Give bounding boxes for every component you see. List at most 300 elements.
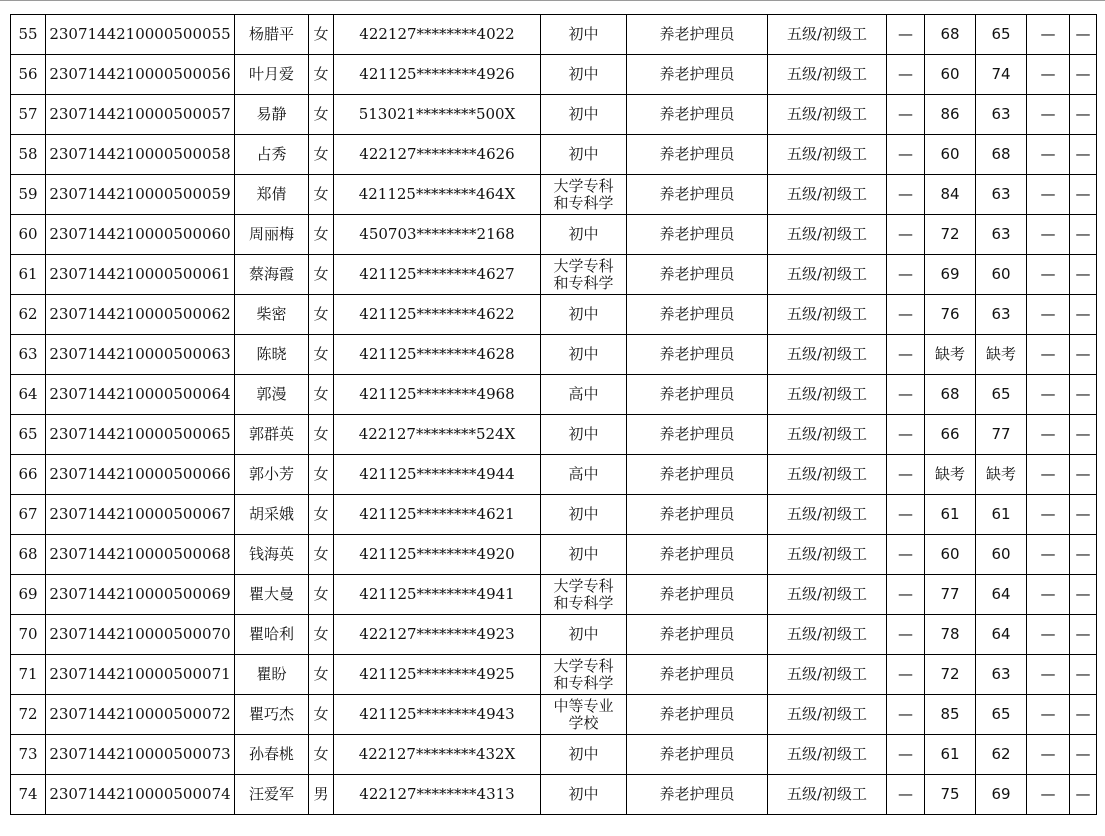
cell-col-a: —: [887, 775, 925, 815]
education-line: 大学专科: [553, 176, 614, 195]
cell-sex: 女: [309, 135, 334, 175]
cell-score-skill: 缺考: [976, 335, 1027, 375]
cell-level: 五级/初级工: [768, 95, 887, 135]
cell-score-skill: 60: [976, 535, 1027, 575]
cell-score-theory: 72: [925, 655, 976, 695]
cell-education: [541, 575, 627, 615]
cell-ticket-no: 2307144210000500055: [46, 15, 235, 55]
cell-score-skill: 65: [976, 375, 1027, 415]
cell-name: 叶月爱: [235, 55, 309, 95]
cell-id-number: 421125********4628: [334, 335, 541, 375]
cell-seq-no: 58: [11, 135, 46, 175]
education-line: 大学专科: [553, 576, 614, 595]
cell-id-number: 421125********4622: [334, 295, 541, 335]
cell-score-skill: 69: [976, 775, 1027, 815]
cell-level: 五级/初级工: [768, 55, 887, 95]
cell-col-b: —: [1027, 775, 1070, 815]
cell-seq-no: 63: [11, 335, 46, 375]
cell-col-a: —: [887, 415, 925, 455]
cell-col-b: —: [1027, 135, 1070, 175]
education-line: 高中: [568, 465, 599, 483]
cell-occupation: 养老护理员: [627, 55, 768, 95]
cell-col-c: —: [1070, 175, 1097, 215]
results-table-body: [11, 15, 1097, 815]
cell-col-b: —: [1027, 175, 1070, 215]
cell-col-c: —: [1070, 375, 1097, 415]
cell-seq-no: 73: [11, 735, 46, 775]
table-row: [11, 775, 1097, 815]
cell-name: 瞿大曼: [235, 575, 309, 615]
cell-education: [541, 55, 627, 95]
education-line: 初中: [568, 505, 599, 523]
cell-sex: 女: [309, 55, 334, 95]
cell-col-b: —: [1027, 335, 1070, 375]
cell-name: 陈晓: [235, 335, 309, 375]
cell-score-theory: 75: [925, 775, 976, 815]
education-line: 初中: [568, 745, 599, 763]
cell-score-skill: 64: [976, 575, 1027, 615]
education-line: 初中: [568, 785, 599, 803]
cell-level: 五级/初级工: [768, 295, 887, 335]
cell-name: 周丽梅: [235, 215, 309, 255]
cell-name: 郭小芳: [235, 455, 309, 495]
education-line: 初中: [568, 345, 599, 363]
cell-col-c: —: [1070, 615, 1097, 655]
cell-ticket-no: 2307144210000500062: [46, 295, 235, 335]
cell-ticket-no: 2307144210000500065: [46, 415, 235, 455]
cell-occupation: 养老护理员: [627, 775, 768, 815]
cell-ticket-no: 2307144210000500066: [46, 455, 235, 495]
cell-seq-no: 60: [11, 215, 46, 255]
cell-occupation: 养老护理员: [627, 455, 768, 495]
education-line: 初中: [568, 65, 599, 83]
education-line: 大学专科: [553, 256, 614, 275]
cell-seq-no: 71: [11, 655, 46, 695]
education-line: 大学专科: [553, 656, 614, 675]
cell-col-a: —: [887, 335, 925, 375]
cell-score-theory: 86: [925, 95, 976, 135]
cell-col-c: —: [1070, 415, 1097, 455]
cell-col-a: —: [887, 95, 925, 135]
cell-id-number: 422127********4313: [334, 775, 541, 815]
cell-occupation: 养老护理员: [627, 95, 768, 135]
cell-col-a: —: [887, 655, 925, 695]
cell-col-a: —: [887, 615, 925, 655]
cell-id-number: 421125********4926: [334, 55, 541, 95]
cell-col-a: —: [887, 695, 925, 735]
table-row: [11, 735, 1097, 775]
cell-seq-no: 65: [11, 415, 46, 455]
cell-occupation: 养老护理员: [627, 735, 768, 775]
cell-occupation: 养老护理员: [627, 535, 768, 575]
cell-ticket-no: 2307144210000500060: [46, 215, 235, 255]
cell-name: 钱海英: [235, 535, 309, 575]
cell-col-c: —: [1070, 575, 1097, 615]
education-line: 初中: [568, 145, 599, 163]
cell-col-c: —: [1070, 495, 1097, 535]
cell-sex: 女: [309, 95, 334, 135]
cell-id-number: 422127********4626: [334, 135, 541, 175]
cell-col-a: —: [887, 735, 925, 775]
cell-seq-no: 74: [11, 775, 46, 815]
table-row: [11, 55, 1097, 95]
cell-name: 郑倩: [235, 175, 309, 215]
cell-name: 瞿巧杰: [235, 695, 309, 735]
cell-level: 五级/初级工: [768, 495, 887, 535]
education-line: 和专科学: [553, 273, 614, 292]
cell-id-number: 421125********4621: [334, 495, 541, 535]
cell-score-skill: 77: [976, 415, 1027, 455]
cell-col-b: —: [1027, 695, 1070, 735]
cell-level: 五级/初级工: [768, 215, 887, 255]
cell-sex: 女: [309, 175, 334, 215]
cell-sex: 女: [309, 495, 334, 535]
cell-level: 五级/初级工: [768, 455, 887, 495]
cell-score-theory: 缺考: [925, 335, 976, 375]
cell-seq-no: 64: [11, 375, 46, 415]
table-row: [11, 175, 1097, 215]
cell-education: [541, 215, 627, 255]
cell-ticket-no: 2307144210000500069: [46, 575, 235, 615]
cell-occupation: 养老护理员: [627, 615, 768, 655]
cell-col-c: —: [1070, 135, 1097, 175]
education-line: 初中: [568, 225, 599, 243]
cell-ticket-no: 2307144210000500064: [46, 375, 235, 415]
table-row: [11, 695, 1097, 735]
cell-id-number: 421125********4925: [334, 655, 541, 695]
table-row: [11, 495, 1097, 535]
cell-score-theory: 60: [925, 135, 976, 175]
cell-col-a: —: [887, 495, 925, 535]
cell-level: 五级/初级工: [768, 15, 887, 55]
cell-education: [541, 255, 627, 295]
cell-id-number: 421125********4941: [334, 575, 541, 615]
cell-score-theory: 68: [925, 375, 976, 415]
cell-level: 五级/初级工: [768, 535, 887, 575]
cell-col-a: —: [887, 535, 925, 575]
cell-id-number: 421125********464X: [334, 175, 541, 215]
cell-ticket-no: 2307144210000500057: [46, 95, 235, 135]
cell-education: [541, 495, 627, 535]
cell-col-b: —: [1027, 455, 1070, 495]
table-row: [11, 375, 1097, 415]
cell-score-skill: 63: [976, 295, 1027, 335]
cell-col-a: —: [887, 175, 925, 215]
cell-seq-no: 67: [11, 495, 46, 535]
cell-ticket-no: 2307144210000500071: [46, 655, 235, 695]
table-row: [11, 135, 1097, 175]
cell-col-c: —: [1070, 255, 1097, 295]
table-row: [11, 95, 1097, 135]
cell-col-a: —: [887, 55, 925, 95]
cell-seq-no: 66: [11, 455, 46, 495]
cell-level: 五级/初级工: [768, 135, 887, 175]
cell-level: 五级/初级工: [768, 575, 887, 615]
cell-education: [541, 175, 627, 215]
cell-occupation: 养老护理员: [627, 255, 768, 295]
cell-sex: 男: [309, 775, 334, 815]
cell-id-number: 450703********2168: [334, 215, 541, 255]
cell-score-skill: 61: [976, 495, 1027, 535]
cell-score-skill: 63: [976, 175, 1027, 215]
results-table: [10, 14, 1097, 815]
cell-education: [541, 295, 627, 335]
cell-education: [541, 455, 627, 495]
cell-id-number: 421125********4920: [334, 535, 541, 575]
cell-col-c: —: [1070, 655, 1097, 695]
cell-id-number: 422127********4022: [334, 15, 541, 55]
cell-score-theory: 77: [925, 575, 976, 615]
cell-col-b: —: [1027, 535, 1070, 575]
cell-sex: 女: [309, 15, 334, 55]
cell-name: 蔡海霞: [235, 255, 309, 295]
table-row: [11, 295, 1097, 335]
cell-level: 五级/初级工: [768, 335, 887, 375]
cell-col-c: —: [1070, 215, 1097, 255]
cell-col-b: —: [1027, 15, 1070, 55]
cell-col-b: —: [1027, 55, 1070, 95]
table-row: [11, 15, 1097, 55]
cell-seq-no: 72: [11, 695, 46, 735]
cell-level: 五级/初级工: [768, 655, 887, 695]
cell-col-c: —: [1070, 335, 1097, 375]
cell-sex: 女: [309, 255, 334, 295]
cell-sex: 女: [309, 655, 334, 695]
cell-name: 瞿盼: [235, 655, 309, 695]
education-line: 初中: [568, 625, 599, 643]
education-line: 中等专业: [553, 696, 614, 715]
cell-col-c: —: [1070, 695, 1097, 735]
cell-col-a: —: [887, 135, 925, 175]
cell-score-skill: 64: [976, 615, 1027, 655]
cell-occupation: 养老护理员: [627, 215, 768, 255]
cell-education: [541, 375, 627, 415]
cell-sex: 女: [309, 215, 334, 255]
education-line: 初中: [568, 545, 599, 563]
cell-col-c: —: [1070, 535, 1097, 575]
cell-sex: 女: [309, 375, 334, 415]
cell-ticket-no: 2307144210000500061: [46, 255, 235, 295]
table-row: [11, 615, 1097, 655]
education-line: 初中: [568, 25, 599, 43]
cell-score-theory: 85: [925, 695, 976, 735]
cell-score-skill: 68: [976, 135, 1027, 175]
cell-ticket-no: 2307144210000500072: [46, 695, 235, 735]
cell-score-theory: 61: [925, 495, 976, 535]
cell-education: [541, 15, 627, 55]
cell-education: [541, 735, 627, 775]
cell-col-c: —: [1070, 15, 1097, 55]
table-row: [11, 455, 1097, 495]
cell-id-number: 422127********432X: [334, 735, 541, 775]
cell-seq-no: 55: [11, 15, 46, 55]
cell-col-c: —: [1070, 295, 1097, 335]
cell-ticket-no: 2307144210000500070: [46, 615, 235, 655]
cell-ticket-no: 2307144210000500059: [46, 175, 235, 215]
cell-score-theory: 72: [925, 215, 976, 255]
cell-score-theory: 缺考: [925, 455, 976, 495]
cell-score-skill: 63: [976, 215, 1027, 255]
education-line: 高中: [568, 385, 599, 403]
cell-col-b: —: [1027, 735, 1070, 775]
cell-score-theory: 69: [925, 255, 976, 295]
cell-occupation: 养老护理员: [627, 655, 768, 695]
cell-score-theory: 76: [925, 295, 976, 335]
cell-ticket-no: 2307144210000500073: [46, 735, 235, 775]
cell-occupation: 养老护理员: [627, 495, 768, 535]
cell-col-c: —: [1070, 55, 1097, 95]
cell-name: 瞿哈利: [235, 615, 309, 655]
cell-level: 五级/初级工: [768, 615, 887, 655]
cell-education: [541, 695, 627, 735]
cell-seq-no: 61: [11, 255, 46, 295]
table-row: [11, 535, 1097, 575]
cell-score-skill: 65: [976, 695, 1027, 735]
cell-score-theory: 60: [925, 535, 976, 575]
cell-name: 郭群英: [235, 415, 309, 455]
cell-seq-no: 57: [11, 95, 46, 135]
cell-ticket-no: 2307144210000500056: [46, 55, 235, 95]
cell-score-theory: 68: [925, 15, 976, 55]
table-row: [11, 415, 1097, 455]
cell-col-a: —: [887, 15, 925, 55]
cell-seq-no: 59: [11, 175, 46, 215]
cell-sex: 女: [309, 695, 334, 735]
education-line: 学校: [568, 713, 599, 732]
cell-col-a: —: [887, 215, 925, 255]
cell-score-skill: 缺考: [976, 455, 1027, 495]
cell-seq-no: 56: [11, 55, 46, 95]
cell-occupation: 养老护理员: [627, 415, 768, 455]
cell-name: 汪爱军: [235, 775, 309, 815]
table-row: [11, 255, 1097, 295]
cell-col-c: —: [1070, 455, 1097, 495]
cell-education: [541, 415, 627, 455]
cell-col-b: —: [1027, 655, 1070, 695]
education-line: 初中: [568, 105, 599, 123]
cell-sex: 女: [309, 615, 334, 655]
cell-sex: 女: [309, 455, 334, 495]
cell-score-theory: 60: [925, 55, 976, 95]
cell-name: 郭漫: [235, 375, 309, 415]
cell-col-b: —: [1027, 415, 1070, 455]
cell-col-b: —: [1027, 255, 1070, 295]
cell-level: 五级/初级工: [768, 735, 887, 775]
table-row: [11, 215, 1097, 255]
cell-occupation: 养老护理员: [627, 135, 768, 175]
cell-education: [541, 135, 627, 175]
cell-id-number: 421125********4627: [334, 255, 541, 295]
cell-name: 柴密: [235, 295, 309, 335]
cell-score-theory: 84: [925, 175, 976, 215]
cell-education: [541, 615, 627, 655]
education-line: 初中: [568, 305, 599, 323]
cell-name: 占秀: [235, 135, 309, 175]
cell-score-theory: 78: [925, 615, 976, 655]
cell-occupation: 养老护理员: [627, 175, 768, 215]
cell-id-number: 421125********4943: [334, 695, 541, 735]
cell-id-number: 513021********500X: [334, 95, 541, 135]
cell-level: 五级/初级工: [768, 375, 887, 415]
education-line: 初中: [568, 425, 599, 443]
table-row: [11, 335, 1097, 375]
cell-sex: 女: [309, 735, 334, 775]
cell-ticket-no: 2307144210000500074: [46, 775, 235, 815]
cell-col-a: —: [887, 255, 925, 295]
cell-seq-no: 62: [11, 295, 46, 335]
cell-col-a: —: [887, 295, 925, 335]
cell-col-b: —: [1027, 295, 1070, 335]
cell-col-b: —: [1027, 95, 1070, 135]
top-rule: [0, 0, 1105, 1]
cell-education: [541, 335, 627, 375]
cell-sex: 女: [309, 335, 334, 375]
cell-seq-no: 69: [11, 575, 46, 615]
cell-level: 五级/初级工: [768, 255, 887, 295]
cell-occupation: 养老护理员: [627, 575, 768, 615]
cell-col-c: —: [1070, 735, 1097, 775]
cell-occupation: 养老护理员: [627, 335, 768, 375]
education-line: 和专科学: [553, 673, 614, 692]
cell-sex: 女: [309, 295, 334, 335]
cell-occupation: 养老护理员: [627, 295, 768, 335]
cell-occupation: 养老护理员: [627, 15, 768, 55]
table-row: [11, 575, 1097, 615]
cell-education: [541, 95, 627, 135]
cell-score-skill: 63: [976, 655, 1027, 695]
cell-level: 五级/初级工: [768, 775, 887, 815]
cell-score-skill: 62: [976, 735, 1027, 775]
cell-col-a: —: [887, 575, 925, 615]
cell-col-b: —: [1027, 495, 1070, 535]
cell-name: 易静: [235, 95, 309, 135]
cell-occupation: 养老护理员: [627, 375, 768, 415]
cell-education: [541, 775, 627, 815]
cell-occupation: 养老护理员: [627, 695, 768, 735]
cell-id-number: 421125********4944: [334, 455, 541, 495]
cell-level: 五级/初级工: [768, 415, 887, 455]
cell-col-c: —: [1070, 775, 1097, 815]
cell-id-number: 421125********4968: [334, 375, 541, 415]
cell-score-skill: 60: [976, 255, 1027, 295]
cell-education: [541, 655, 627, 695]
cell-score-theory: 66: [925, 415, 976, 455]
cell-level: 五级/初级工: [768, 695, 887, 735]
cell-score-skill: 65: [976, 15, 1027, 55]
cell-seq-no: 70: [11, 615, 46, 655]
cell-col-c: —: [1070, 95, 1097, 135]
education-line: 和专科学: [553, 593, 614, 612]
cell-name: 孙春桃: [235, 735, 309, 775]
cell-score-skill: 74: [976, 55, 1027, 95]
cell-id-number: 422127********524X: [334, 415, 541, 455]
cell-col-b: —: [1027, 575, 1070, 615]
cell-score-skill: 63: [976, 95, 1027, 135]
cell-id-number: 422127********4923: [334, 615, 541, 655]
table-row: [11, 655, 1097, 695]
cell-ticket-no: 2307144210000500067: [46, 495, 235, 535]
cell-name: 胡采娥: [235, 495, 309, 535]
cell-ticket-no: 2307144210000500068: [46, 535, 235, 575]
cell-sex: 女: [309, 415, 334, 455]
cell-col-b: —: [1027, 215, 1070, 255]
cell-col-a: —: [887, 455, 925, 495]
cell-name: 杨腊平: [235, 15, 309, 55]
cell-col-a: —: [887, 375, 925, 415]
cell-col-b: —: [1027, 375, 1070, 415]
cell-seq-no: 68: [11, 535, 46, 575]
cell-sex: 女: [309, 575, 334, 615]
